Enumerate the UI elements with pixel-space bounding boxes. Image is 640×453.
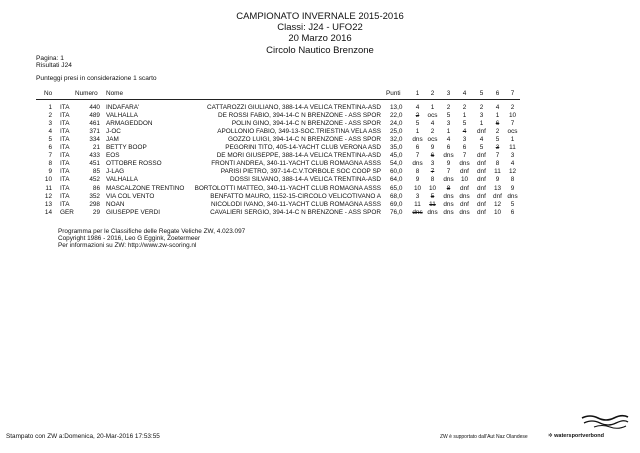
row-skipper-club: PARISI PIETRO, 397-14-C.V.TORBOLE SOC COOP SP <box>220 168 381 176</box>
row-race-5: dnf <box>477 152 486 160</box>
row-race-5: dnf <box>477 168 486 176</box>
row-race-4: 6 <box>462 144 467 152</box>
row-race-7: 11 <box>509 144 516 152</box>
row-skipper-club: CAVALIERI SERGIO, 394-14-C N BRENZONE - ASS SPOR <box>210 208 381 216</box>
row-skipper-club: NICOLODI IVANO, 340-11-YACHT CLUB ROMAGNA ASSS <box>211 200 381 208</box>
row-boat-name: MASCALZONE TRENTINO <box>106 184 185 192</box>
row-boat-name: VALHALLA <box>106 112 138 120</box>
row-sail-number: 451 <box>89 160 100 168</box>
header-rule <box>36 99 520 100</box>
row-race-6: 7 <box>495 152 500 160</box>
row-points: 24,0 <box>390 120 403 128</box>
row-points: 13,0 <box>390 104 403 111</box>
row-race-1: 10 <box>413 184 422 192</box>
row-race-1: 5 <box>415 120 420 128</box>
row-race-1: 4 <box>415 104 420 111</box>
copyright-info: Copyright 1986 - 2016, Leo G Eggink, Zoetermeer <box>58 235 201 242</box>
row-race-4: 4 <box>462 128 467 136</box>
row-race-3: dns <box>443 200 454 208</box>
row-skipper-club: DE MORI GIUSEPPE, 388-14-A VELICA TRENTINA-ASD <box>216 152 381 160</box>
row-position: 12 <box>44 192 52 200</box>
discard-note: Punteggi presi in considerazione 1 scarto <box>36 75 157 82</box>
row-sail-number: 298 <box>89 200 100 208</box>
row-race-6: 13 <box>493 184 502 192</box>
row-points: 45,0 <box>390 152 403 160</box>
row-race-7: 4 <box>510 160 515 168</box>
row-race-5: dnf <box>477 200 486 208</box>
row-sail-number: 452 <box>89 176 100 184</box>
table-row <box>0 209 640 218</box>
row-race-7: 5 <box>510 200 515 208</box>
row-race-1: dns <box>412 136 423 144</box>
row-race-5: 5 <box>479 144 484 152</box>
col-race-5: 5 <box>479 90 484 97</box>
col-race-3: 3 <box>446 90 451 97</box>
col-number: Numero <box>75 90 98 97</box>
row-race-3: 7 <box>446 168 451 176</box>
program-info: Programma per le Classifiche delle Regate Veliche ZW, 4.023.097 <box>58 228 246 235</box>
row-race-4: dnf <box>460 184 469 192</box>
row-race-7: 12 <box>508 168 517 176</box>
row-nation: ITA <box>60 120 70 128</box>
col-race-7: 7 <box>510 90 515 97</box>
row-nation: ITA <box>60 136 70 144</box>
row-race-4: 7 <box>462 152 467 160</box>
row-position: 8 <box>48 160 52 168</box>
page-number: Pagina: 1 <box>36 55 64 62</box>
row-race-3: 2 <box>446 104 451 111</box>
row-position: 4 <box>48 128 52 136</box>
col-points: Punti <box>386 90 401 97</box>
row-race-1: 8 <box>415 168 420 176</box>
row-race-6: 1 <box>495 112 500 120</box>
row-skipper-club: DE ROSSI FABIO, 394-14-C N BRENZONE - ASS SPOR <box>217 112 381 120</box>
row-nation: ITA <box>60 168 70 176</box>
row-race-1: 9 <box>415 176 420 184</box>
support-note: ZW è supportato dall'Aut Naz Olandese <box>440 434 528 440</box>
row-skipper-club: BENFATTO MAURO, 1152-15-CIRCOLO VELICOTIVANO A <box>210 192 381 200</box>
results-label: Risultati J24 <box>36 62 72 69</box>
row-sail-number: 86 <box>92 184 100 192</box>
row-skipper-club: APOLLONIO FABIO, 349-13-SOC.TRIESTINA VELA ASS <box>217 128 381 136</box>
row-race-2: 3 <box>430 160 435 168</box>
row-position: 7 <box>48 152 52 160</box>
row-race-2: ocs <box>427 136 438 144</box>
row-race-4: 5 <box>462 120 467 128</box>
row-race-1: 2 <box>415 112 420 120</box>
row-boat-name: J-OC <box>106 128 121 136</box>
row-race-7: 9 <box>510 184 515 192</box>
row-race-1: 7 <box>415 152 420 160</box>
row-boat-name: EOS <box>106 152 120 160</box>
event-date: 20 Marzo 2016 <box>288 33 352 44</box>
brand-name: watersportverbond <box>554 433 604 439</box>
row-race-3: 6 <box>446 144 451 152</box>
row-race-1: dns <box>412 160 423 168</box>
row-boat-name: NOAN <box>106 200 125 208</box>
row-race-3: 5 <box>446 112 451 120</box>
row-race-7: 8 <box>510 176 515 184</box>
row-nation: GER <box>60 208 74 216</box>
row-boat-name: J-LAG <box>106 168 125 176</box>
row-race-6: 5 <box>495 136 500 144</box>
row-nation: ITA <box>60 176 70 184</box>
col-pos: No <box>44 90 53 97</box>
row-nation: ITA <box>60 104 70 111</box>
club-name: Circolo Nautico Brenzone <box>266 45 374 56</box>
row-race-2: 6 <box>430 152 435 160</box>
row-race-6: 6 <box>495 120 500 128</box>
row-race-7: 7 <box>510 120 515 128</box>
row-points: 64,0 <box>390 176 403 184</box>
row-race-2: 10 <box>428 184 437 192</box>
row-race-6: 10 <box>493 208 502 216</box>
row-position: 10 <box>44 176 52 184</box>
row-race-5: dnf <box>477 160 486 168</box>
col-race-2: 2 <box>430 90 435 97</box>
row-race-5: dnf <box>477 208 486 216</box>
row-race-7: 3 <box>510 152 515 160</box>
row-race-7: 2 <box>510 104 515 111</box>
col-race-1: 1 <box>415 90 420 97</box>
row-race-5: dnf <box>477 176 486 184</box>
row-race-2: ocs <box>427 112 438 120</box>
row-position: 9 <box>48 168 52 176</box>
row-race-1: 3 <box>415 192 420 200</box>
row-sail-number: 85 <box>92 168 100 176</box>
row-race-6: dnf <box>493 192 502 200</box>
row-race-4: dns <box>459 160 470 168</box>
row-nation: ITA <box>60 144 70 152</box>
row-position: 14 <box>44 208 52 216</box>
row-race-6: 4 <box>495 104 500 111</box>
row-skipper-club: FRONTI ANDREA, 340-11-YACHT CLUB ROMAGNA ASSS <box>211 160 381 168</box>
row-race-5: dnf <box>477 128 486 136</box>
row-race-3: 8 <box>446 184 451 192</box>
brand-mark-icon: ✲ <box>548 433 555 439</box>
row-race-1: 1 <box>415 128 420 136</box>
classes-label: Classi: J24 - UFO22 <box>277 22 363 33</box>
col-race-6: 6 <box>495 90 500 97</box>
row-boat-name: VIA COL VENTO <box>106 192 155 200</box>
row-points: 32,0 <box>390 136 403 144</box>
row-points: 65,0 <box>390 184 403 192</box>
row-sail-number: 334 <box>89 136 100 144</box>
row-skipper-club: PEGORINI TITO, 405-14-YACHT CLUB VERONA ASD <box>225 144 381 152</box>
row-race-3: 1 <box>446 128 451 136</box>
row-skipper-club: GOZZO LUIGI, 394-14-C N BRENZONE - ASS SPOR <box>227 136 381 144</box>
row-nation: ITA <box>60 200 70 208</box>
row-boat-name: BETTY BOOP <box>106 144 147 152</box>
row-nation: ITA <box>60 128 70 136</box>
col-name: Nome <box>106 90 124 97</box>
row-skipper-club: BORTOLOTTI MATTEO, 340-11-YACHT CLUB ROMAGNA ASSS <box>194 184 381 192</box>
row-race-2: 11 <box>429 200 436 208</box>
row-race-6: 3 <box>495 144 500 152</box>
row-points: 69,0 <box>390 200 403 208</box>
row-race-5: 1 <box>479 120 484 128</box>
row-boat-name: INDAFARA' <box>106 104 140 111</box>
row-boat-name: JAM <box>106 136 119 144</box>
row-sail-number: 489 <box>89 112 100 120</box>
row-race-6: 11 <box>494 168 501 176</box>
row-points: 54,0 <box>390 160 403 168</box>
row-race-2: 8 <box>430 176 435 184</box>
row-race-2: dns <box>427 208 438 216</box>
row-race-4: dns <box>459 208 470 216</box>
row-boat-name: ARMAGEDDON <box>106 120 153 128</box>
row-position: 11 <box>45 184 52 192</box>
row-boat-name: GIUSEPPE VERDI <box>106 208 160 216</box>
row-race-4: 3 <box>462 136 467 144</box>
row-race-2: 4 <box>430 120 435 128</box>
row-race-3: 9 <box>446 160 451 168</box>
row-position: 6 <box>48 144 52 152</box>
row-race-1: 11 <box>414 200 421 208</box>
row-sail-number: 440 <box>89 104 100 111</box>
row-race-2: 9 <box>430 144 435 152</box>
row-sail-number: 21 <box>92 144 100 152</box>
table-header <box>0 90 640 99</box>
row-race-7: ocs <box>507 128 518 136</box>
row-position: 2 <box>48 112 52 120</box>
row-race-6: 8 <box>495 160 500 168</box>
print-timestamp: Stampato con ZW a:Domenica, 20-Mar-2016 17:53:55 <box>6 433 160 440</box>
row-race-5: 2 <box>479 104 484 111</box>
row-race-3: 4 <box>446 136 451 144</box>
row-position: 5 <box>48 136 52 144</box>
row-race-2: 2 <box>430 128 435 136</box>
row-race-2: 1 <box>430 104 435 111</box>
row-race-4: 1 <box>462 112 467 120</box>
row-race-4: dns <box>459 192 470 200</box>
col-race-4: 4 <box>462 90 467 97</box>
row-sail-number: 29 <box>92 208 100 216</box>
row-race-3: dns <box>443 208 454 216</box>
row-skipper-club: CATTAROZZI GIULIANO, 388-14-A VELICA TRENTINA-ASD <box>206 104 381 111</box>
row-race-7: 6 <box>510 208 515 216</box>
row-boat-name: VALHALLA <box>106 176 138 184</box>
row-sail-number: 352 <box>89 192 100 200</box>
row-skipper-club: DOSSI SILVANO, 388-14-A VELICA TRENTINA-ASD <box>230 176 381 184</box>
waves-logo-icon <box>580 413 630 429</box>
row-points: 22,0 <box>390 112 403 120</box>
row-points: 25,0 <box>390 128 403 136</box>
row-race-5: dnf <box>477 184 486 192</box>
row-sail-number: 371 <box>89 128 100 136</box>
row-race-7: 10 <box>508 112 517 120</box>
row-race-3: 3 <box>446 120 451 128</box>
row-points: 35,0 <box>390 144 403 152</box>
row-nation: ITA <box>60 192 70 200</box>
row-position: 1 <box>48 104 52 111</box>
row-race-5: 4 <box>479 136 484 144</box>
row-race-6: 9 <box>495 176 500 184</box>
row-race-3: dns <box>443 152 454 160</box>
row-nation: ITA <box>60 152 70 160</box>
row-race-2: 5 <box>430 192 435 200</box>
row-race-3: dns <box>443 176 454 184</box>
row-race-3: dns <box>443 192 454 200</box>
row-skipper-club: POLIN GINO, 394-14-C N BRENZONE - ASS SPOR <box>231 120 381 128</box>
row-race-4: 2 <box>462 104 467 111</box>
row-race-4: 10 <box>460 176 469 184</box>
row-race-6: 2 <box>495 128 500 136</box>
row-boat-name: OTTOBRE ROSSO <box>106 160 162 168</box>
row-race-1: 6 <box>415 144 420 152</box>
row-race-4: dnf <box>460 200 469 208</box>
row-race-2: 7 <box>430 168 435 176</box>
row-points: 68,0 <box>390 192 403 200</box>
row-race-7: 1 <box>510 136 515 144</box>
row-points: 60,0 <box>390 168 403 176</box>
row-nation: ITA <box>60 160 70 168</box>
row-race-1: dns <box>412 208 423 216</box>
row-race-5: dnf <box>477 192 486 200</box>
document-title: CAMPIONATO INVERNALE 2015-2016 <box>236 11 404 22</box>
row-race-7: dns <box>507 192 518 200</box>
row-sail-number: 433 <box>89 152 100 160</box>
row-position: 3 <box>48 120 52 128</box>
row-nation: ITA <box>60 112 70 120</box>
row-position: 13 <box>44 200 52 208</box>
row-race-6: 12 <box>493 200 502 208</box>
row-sail-number: 461 <box>89 120 100 128</box>
row-points: 76,0 <box>390 208 403 216</box>
row-race-5: 3 <box>479 112 484 120</box>
row-nation: ITA <box>60 184 70 192</box>
row-race-4: dnf <box>460 168 469 176</box>
website-info: Per informazioni su ZW: http://www.zw-scoring.nl <box>58 242 197 249</box>
